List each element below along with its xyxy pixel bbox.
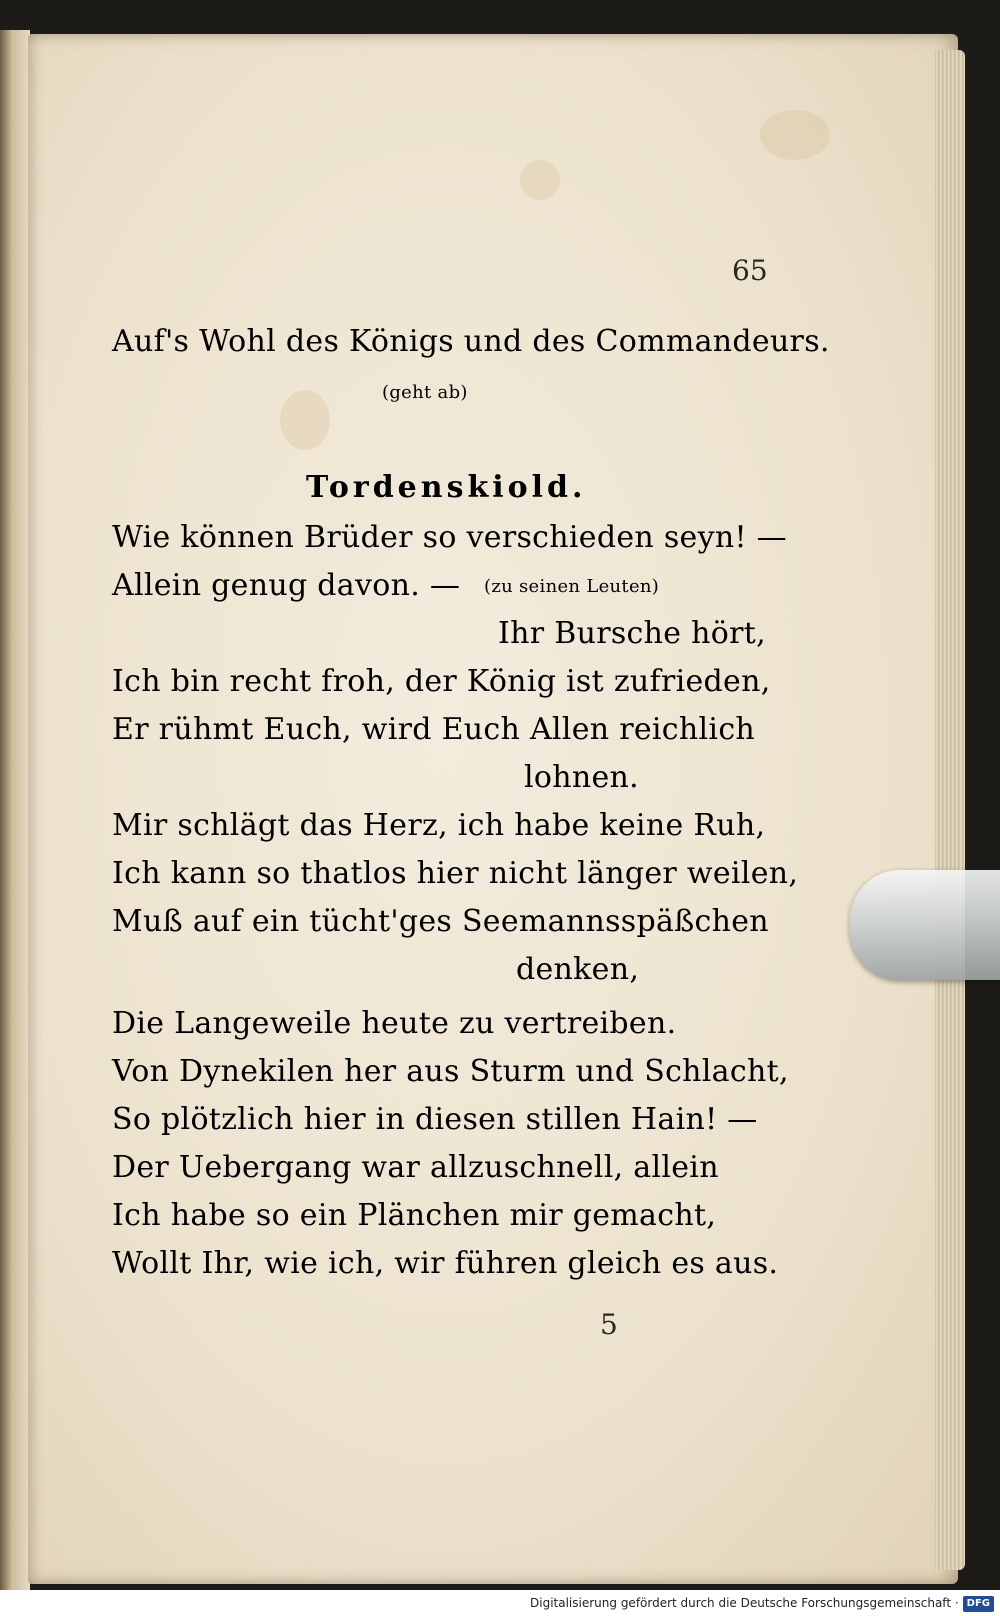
text-line: Auf's Wohl des Königs und des Commandeurs. xyxy=(112,324,830,359)
text-line: Der Uebergang war allzuschnell, allein xyxy=(112,1150,719,1185)
text-line: Ich habe so ein Plänchen mir gemacht, xyxy=(112,1198,717,1233)
text-line: Ich bin recht froh, der König ist zufrieden, xyxy=(112,664,771,699)
footer-text: Digitalisierung gefördert durch die Deutsche Forschungsgemeinschaft · xyxy=(530,1596,959,1610)
paper-stain xyxy=(280,390,330,450)
page-clip xyxy=(850,870,1000,980)
text-line: Mir schlägt das Herz, ich habe keine Ruh, xyxy=(112,808,766,843)
text-line: Muß auf ein tücht'ges Seemannsspäßchen xyxy=(112,904,769,939)
speaker-name: Tordenskiold. xyxy=(306,470,587,505)
stage-direction: (geht ab) xyxy=(382,382,468,403)
text-line: Er rühmt Euch, wird Euch Allen reichlich xyxy=(112,712,756,747)
page-number: 65 xyxy=(732,254,768,287)
text-line: lohnen. xyxy=(524,760,640,795)
text-line: Ich kann so thatlos hier nicht länger weilen, xyxy=(112,856,799,891)
text-line: So plötzlich hier in diesen stillen Hain! — xyxy=(112,1102,758,1137)
text-line: Wollt Ihr, wie ich, wir führen gleich es aus. xyxy=(112,1246,779,1281)
text-line: Wie können Brüder so verschieden seyn! — xyxy=(112,520,787,555)
stage-direction: (zu seinen Leuten) xyxy=(484,576,660,597)
text-line: Von Dynekilen her aus Sturm und Schlacht, xyxy=(112,1054,789,1089)
dfg-logo: DFG xyxy=(963,1596,994,1612)
digitization-footer xyxy=(0,1590,1000,1616)
signature-mark: 5 xyxy=(600,1308,618,1341)
paper-stain xyxy=(520,160,560,200)
text-line: Ihr Bursche hört, xyxy=(498,616,766,651)
page-stack-edges xyxy=(935,50,965,1570)
text-line: denken, xyxy=(516,952,640,987)
paper-stain xyxy=(760,110,830,160)
left-page-edge xyxy=(0,30,30,1590)
text-line: Die Langeweile heute zu vertreiben. xyxy=(112,1006,677,1041)
text-line: Allein genug davon. — xyxy=(112,568,461,603)
